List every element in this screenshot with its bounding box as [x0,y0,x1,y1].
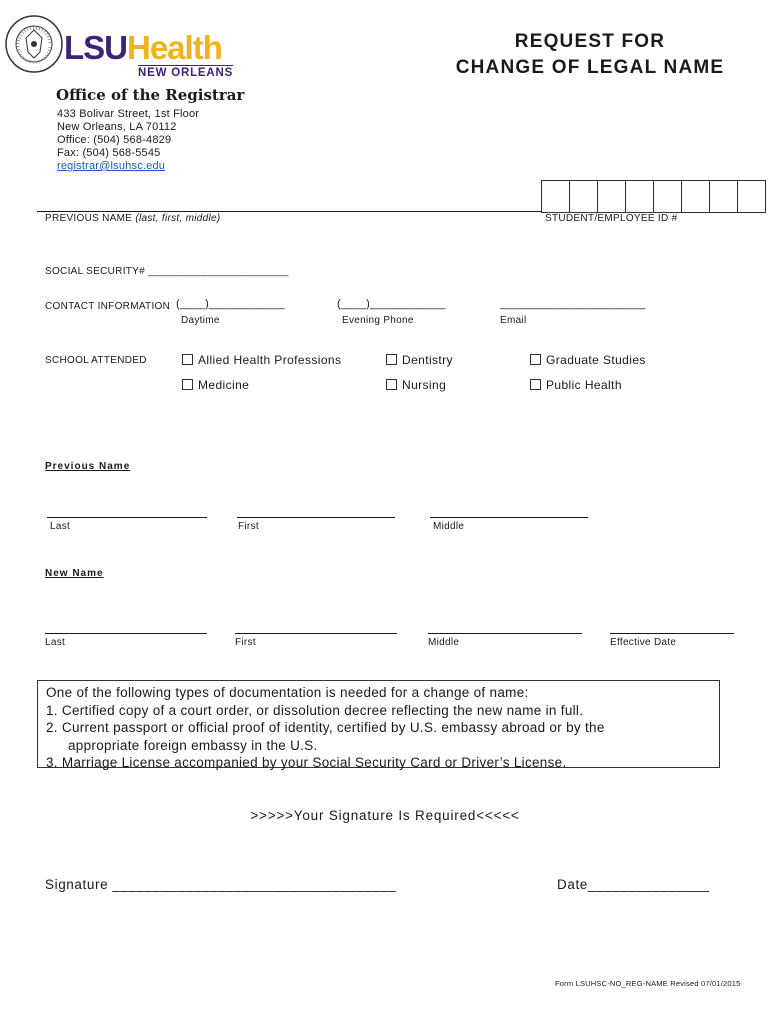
office-name: Office of the Registrar [56,86,245,104]
signature-field[interactable]: Signature ___________________________________ [45,877,397,892]
previous-middle-label: Middle [433,521,465,532]
school-checkbox-nursing[interactable]: Nursing [386,378,446,392]
new-first-label: First [235,637,256,648]
school-attended-label: SCHOOL ATTENDED [45,355,147,366]
student-id-grid[interactable] [541,180,766,213]
logo-subtitle: NEW ORLEANS [138,67,234,79]
school-checkbox-public-health[interactable]: Public Health [530,378,622,392]
new-last-label: Last [45,637,66,648]
address-line-2: New Orleans, LA 70112 [57,121,177,133]
new-middle-line[interactable] [428,633,582,634]
ssn-field[interactable]: SOCIAL SECURITY# ________________________ [45,266,289,277]
documentation-item-2: 2. Current passport or official proof of identity, certified by U.S. embassy abroad or by the [46,720,605,735]
office-phone: Office: (504) 568-4829 [57,134,172,146]
evening-phone-field[interactable]: (____)____________ [337,298,446,310]
evening-phone-label: Evening Phone [342,315,414,326]
contact-label: CONTACT INFORMATION [45,301,171,312]
documentation-requirements-box [37,680,720,768]
previous-middle-line[interactable] [430,517,588,518]
lsu-health-logo: LSUHealth [64,29,222,66]
new-first-line[interactable] [235,633,397,634]
fax-number: Fax: (504) 568-5545 [57,147,161,159]
new-middle-label: Middle [428,637,460,648]
address-line-1: 433 Bolivar Street, 1st Floor [57,108,200,120]
previous-last-line[interactable] [47,517,207,518]
registrar-email-link[interactable]: registrar@lsuhsc.edu [57,160,166,172]
signature-required-note: >>>>>Your Signature Is Required<<<<< [250,808,520,823]
previous-name-line[interactable] [37,211,541,212]
effective-date-line[interactable] [610,633,734,634]
student-id-label: STUDENT/EMPLOYEE ID # [545,213,678,224]
daytime-phone-field[interactable]: (____)____________ [176,298,285,310]
date-field[interactable]: Date_______________ [557,877,710,892]
school-checkbox-allied-health[interactable]: Allied Health Professions [182,353,341,367]
previous-last-label: Last [50,521,71,532]
documentation-intro: One of the following types of documentation is needed for a change of name: [46,685,529,700]
documentation-item-3: 3. Marriage License accompanied by your Social Security Card or Driver’s License. [46,755,567,770]
previous-first-line[interactable] [237,517,395,518]
university-seal-icon [4,4,64,84]
previous-name-heading: Previous Name [45,461,131,472]
documentation-item-2-cont: appropriate foreign embassy in the U.S. [68,737,318,753]
form-title-line-1: REQUEST FOR [514,31,666,52]
previous-name-label: PREVIOUS NAME (last, first, middle) [45,213,221,224]
daytime-label: Daytime [181,315,220,326]
previous-first-label: First [238,521,259,532]
school-checkbox-medicine[interactable]: Medicine [182,378,249,392]
new-last-line[interactable] [45,633,207,634]
school-checkbox-graduate-studies[interactable]: Graduate Studies [530,353,646,367]
email-field[interactable]: _______________________ [500,298,646,310]
school-checkbox-dentistry[interactable]: Dentistry [386,353,453,367]
documentation-item-1: 1. Certified copy of a court order, or dissolution decree reflecting the new name in full. [46,702,584,718]
form-title-line-2: CHANGE OF LEGAL NAME [455,57,725,78]
new-name-heading: New Name [45,568,104,579]
email-label: Email [500,315,527,326]
form-revision-footer: Form LSUHSC-NO_REG-NAME Revised 07/01/2015 [555,979,741,988]
effective-date-label: Effective Date [610,637,677,648]
